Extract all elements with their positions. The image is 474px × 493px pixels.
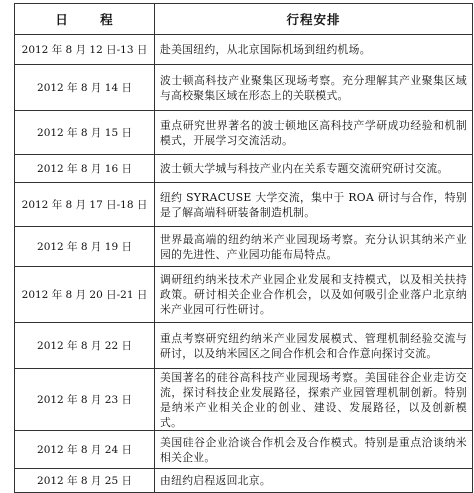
- itinerary-row: [15, 65, 473, 111]
- itinerary-row: [15, 111, 473, 155]
- row-plan: 赴美国纽约，从北京国际机场到纽约机场。: [155, 35, 473, 65]
- itinerary-row: [15, 369, 473, 431]
- row-plan: 世界最高端的纽约纳米产业园现场考察。充分认识其纳米产业园的先进性、产业园功能布局特点。: [155, 227, 473, 267]
- row-plan: 波士顿大学城与科技产业内在关系专题交流研究研讨交流。: [155, 155, 473, 183]
- row-date: 2012 年 8 月 12 日-13 日: [15, 35, 155, 65]
- row-date: 2012 年 8 月 22 日: [15, 323, 155, 369]
- row-date: 2012 年 8 月 16 日: [15, 155, 155, 183]
- itinerary-row: [15, 469, 473, 493]
- row-plan: 波士顿高科技产业聚集区现场考察。充分理解其产业聚集区域与高校聚集区域在形态上的关联模式。: [155, 65, 473, 111]
- itinerary-row: [15, 183, 473, 227]
- row-date: 2012 年 8 月 15 日: [15, 111, 155, 155]
- itinerary-row: [15, 267, 473, 323]
- itinerary-row: [15, 155, 473, 183]
- itinerary-row: [15, 35, 473, 65]
- plan-column-header: 行程安排: [155, 4, 473, 35]
- row-plan: 纽约 SYRACUSE 大学交流，集中于 ROA 研讨与合作，特别是了解高端科研装备制造机制。: [155, 183, 473, 227]
- row-date: 2012 年 8 月 14 日: [15, 65, 155, 111]
- itinerary-row: [15, 323, 473, 369]
- itinerary-row: [15, 227, 473, 267]
- date-column-header: 日 程: [15, 4, 155, 35]
- row-date: 2012 年 8 月 24 日: [15, 431, 155, 469]
- header-row: [15, 4, 473, 35]
- row-plan: 美国硅谷企业洽谈合作机会及合作模式。特别是重点洽谈纳米相关企业。: [155, 431, 473, 469]
- row-date: 2012 年 8 月 19 日: [15, 227, 155, 267]
- row-date: 2012 年 8 月 20 日-21 日: [15, 267, 155, 323]
- itinerary-row: [15, 431, 473, 469]
- row-plan: 重点考察研究纽约纳米产业园发展模式、管理机制经验交流与研讨，以及纳米园区之间合作机会和合作意向探讨交流。: [155, 323, 473, 369]
- row-plan: 调研纽约纳米技术产业园企业发展和支持模式，以及相关扶持政策。研讨相关企业合作机会，以及如何吸引企业落户北京纳米产业园可行性研讨。: [155, 267, 473, 323]
- row-date: 2012 年 8 月 23 日: [15, 369, 155, 431]
- row-plan: 美国著名的硅谷高科技产业园现场考察。美国硅谷企业走访交流，探讨科技企业发展路径，探索产业园管理机制创新。特别是纳米产业相关企业的创业、建设、发展路径，以及创新模式。: [155, 369, 473, 431]
- row-date: 2012 年 8 月 17 日-18 日: [15, 183, 155, 227]
- itinerary-table: [14, 3, 473, 493]
- row-plan: 由纽约启程返回北京。: [155, 469, 473, 493]
- row-date: 2012 年 8 月 25 日: [15, 469, 155, 493]
- row-plan: 重点研究世界著名的波士顿地区高科技产学研成功经验和机制模式，开展学习交流活动。: [155, 111, 473, 155]
